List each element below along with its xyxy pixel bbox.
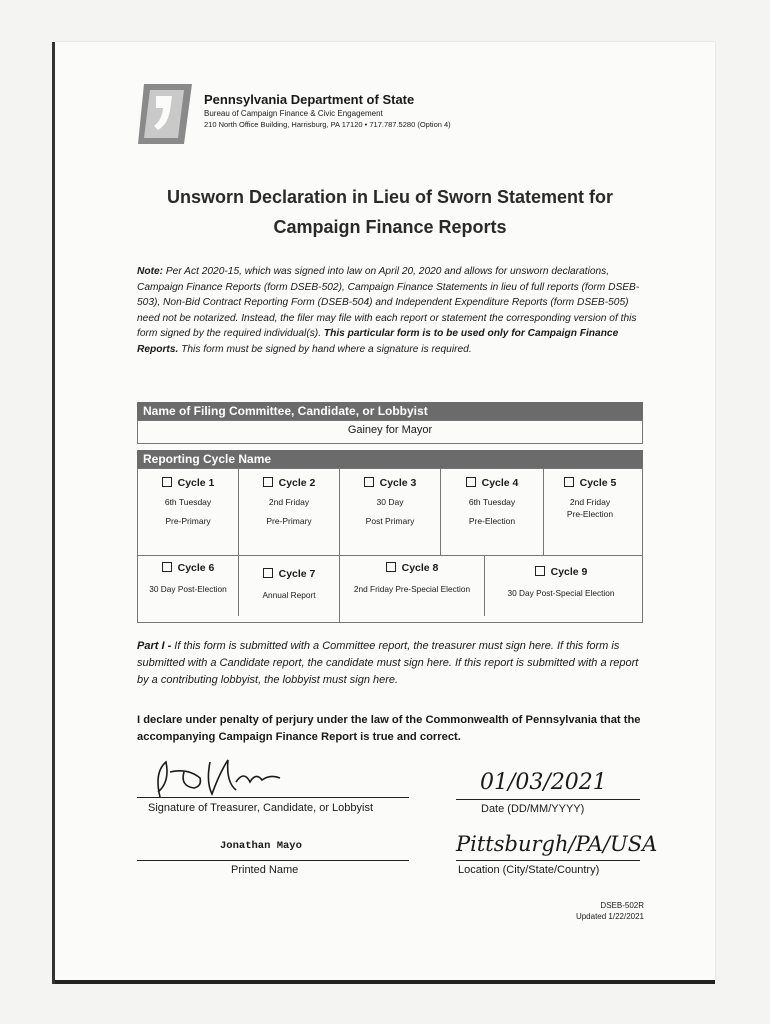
part-1-label: Part I - bbox=[137, 640, 172, 652]
part-1-instructions bbox=[137, 638, 649, 689]
note-bold-text: This particular form is to be used only for Campaign Finance Reports. bbox=[137, 328, 619, 355]
cycle-3-line1: 30 Day bbox=[376, 497, 404, 507]
page-bottom-edge bbox=[55, 980, 715, 984]
cycle-9-checkbox[interactable] bbox=[535, 566, 545, 576]
date-value[interactable]: 01/03/2021 bbox=[480, 770, 607, 795]
cycle-7-cell[interactable] bbox=[239, 556, 340, 622]
cycle-7-desc: Annual Report bbox=[262, 590, 316, 600]
cycle-1-line1: 6th Tuesday bbox=[164, 497, 212, 507]
title-line-2: Campaign Finance Reports bbox=[273, 217, 507, 237]
cycle-3-cell[interactable] bbox=[340, 469, 441, 555]
cycle-header: Reporting Cycle Name bbox=[137, 450, 643, 468]
handwritten-signature bbox=[140, 752, 320, 802]
date-label: Date (DD/MM/YYYY) bbox=[481, 803, 585, 815]
page-edge bbox=[52, 42, 55, 984]
cycle-2-cell[interactable] bbox=[239, 469, 340, 555]
cycle-8-cell[interactable] bbox=[340, 556, 485, 616]
location-line bbox=[456, 860, 640, 861]
cycle-2-checkbox[interactable] bbox=[263, 477, 273, 487]
agency-name: Pennsylvania Department of State bbox=[204, 92, 415, 107]
keystone-logo-icon bbox=[130, 80, 192, 148]
cycle-4-cell[interactable] bbox=[441, 469, 544, 555]
signature-label: Signature of Treasurer, Candidate, or Lobbyist bbox=[148, 802, 374, 814]
cycle-6-checkbox[interactable] bbox=[162, 562, 172, 572]
cycle-3-line2: Post Primary bbox=[365, 516, 415, 526]
form-table bbox=[137, 402, 643, 623]
cycle-8-label: Cycle 8 bbox=[401, 562, 439, 574]
signature-line bbox=[137, 797, 409, 798]
cycle-7-label: Cycle 7 bbox=[278, 568, 316, 580]
agency-address: 210 North Office Building, Harrisburg, PA 17120 • 717.787.5280 (Option 4) bbox=[204, 120, 451, 129]
cycle-1-checkbox[interactable] bbox=[162, 477, 172, 487]
cycle-4-line1: 6th Tuesday bbox=[468, 497, 516, 507]
cycle-5-line2: Pre-Election bbox=[566, 509, 614, 519]
note-paragraph bbox=[137, 264, 647, 357]
form-updated: Updated 1/22/2021 bbox=[575, 912, 644, 921]
printed-name-line bbox=[137, 860, 409, 861]
printed-name-value[interactable]: Jonathan Mayo bbox=[220, 840, 302, 852]
cycle-1-line2: Pre-Primary bbox=[165, 516, 211, 526]
agency-header bbox=[204, 92, 451, 129]
cycle-4-label: Cycle 4 bbox=[481, 477, 519, 489]
cycle-5-cell[interactable] bbox=[544, 469, 636, 555]
note-label: Note: bbox=[137, 266, 164, 277]
location-value[interactable]: Pittsburgh/PA/USA bbox=[456, 832, 658, 856]
note-text: Per Act 2020-15, which was signed into law on April 20, 2020 and allows for unsworn declarations, Campaign Finance Reports (form DSEB-502), Campaign Finance Statements in lieu of full reports (form DSEB-503), Non-Bid Contract Reporting Form (DSEB-504) and Independent Expenditure Reports (form DSEB-505) need not be notarized. Instead, the filer may file with each report or statement the corresponding version of this form signed by the required individual(s). bbox=[137, 266, 640, 339]
cycle-6-cell[interactable] bbox=[138, 556, 239, 616]
cycle-6-desc: 30 Day Post-Election bbox=[149, 584, 227, 594]
filing-name-field[interactable]: Gainey for Mayor bbox=[137, 420, 643, 444]
cycle-4-checkbox[interactable] bbox=[466, 477, 476, 487]
cycle-7-checkbox[interactable] bbox=[263, 568, 273, 578]
agency-bureau: Bureau of Campaign Finance & Civic Engagement bbox=[204, 109, 383, 118]
cycle-1-label: Cycle 1 bbox=[177, 477, 215, 489]
cycle-6-label: Cycle 6 bbox=[177, 562, 215, 574]
date-line bbox=[456, 799, 640, 800]
form-number-block bbox=[540, 900, 644, 922]
cycle-8-desc: 2nd Friday Pre-Special Election bbox=[353, 584, 471, 594]
cycle-2-line2: Pre-Primary bbox=[266, 516, 312, 526]
cycle-3-checkbox[interactable] bbox=[364, 477, 374, 487]
filing-header: Name of Filing Committee, Candidate, or Lobbyist bbox=[137, 402, 643, 420]
location-label: Location (City/State/Country) bbox=[458, 864, 600, 876]
title-line-1: Unsworn Declaration in Lieu of Sworn Statement for bbox=[166, 187, 614, 207]
cycle-9-label: Cycle 9 bbox=[550, 566, 588, 578]
cycle-row-2 bbox=[137, 556, 643, 623]
page-title bbox=[130, 182, 650, 242]
cycle-3-label: Cycle 3 bbox=[379, 477, 417, 489]
cycle-9-desc: 30 Day Post-Special Election bbox=[507, 588, 615, 598]
declaration-text: I declare under penalty of perjury under the law of the Commonwealth of Pennsylvania that the accompanying Campaign Finance Report is true and correct. bbox=[137, 714, 641, 743]
cycle-5-checkbox[interactable] bbox=[564, 477, 574, 487]
part-1-text: If this form is submitted with a Committee report, the treasurer must sign here. If this form is submitted with a Candidate report, the candidate must sign here. If this report is submitted with a report by a contributing lobbyist, the lobbyist must sign here. bbox=[137, 640, 639, 686]
form-number: DSEB-502R bbox=[600, 901, 644, 910]
cycle-2-label: Cycle 2 bbox=[278, 477, 316, 489]
cycle-2-line1: 2nd Friday bbox=[268, 497, 310, 507]
cycle-8-checkbox[interactable] bbox=[386, 562, 396, 572]
note-tail-text: This form must be signed by hand where a signature is required. bbox=[181, 343, 472, 355]
cycle-4-line2: Pre-Election bbox=[468, 516, 516, 526]
cycle-row-1 bbox=[137, 468, 643, 556]
cycle-9-cell[interactable] bbox=[485, 556, 637, 620]
printed-name-label: Printed Name bbox=[231, 864, 299, 876]
cycle-5-label: Cycle 5 bbox=[579, 477, 617, 489]
cycle-1-cell[interactable] bbox=[138, 469, 239, 555]
cycle-5-line1: 2nd Friday bbox=[569, 497, 611, 507]
